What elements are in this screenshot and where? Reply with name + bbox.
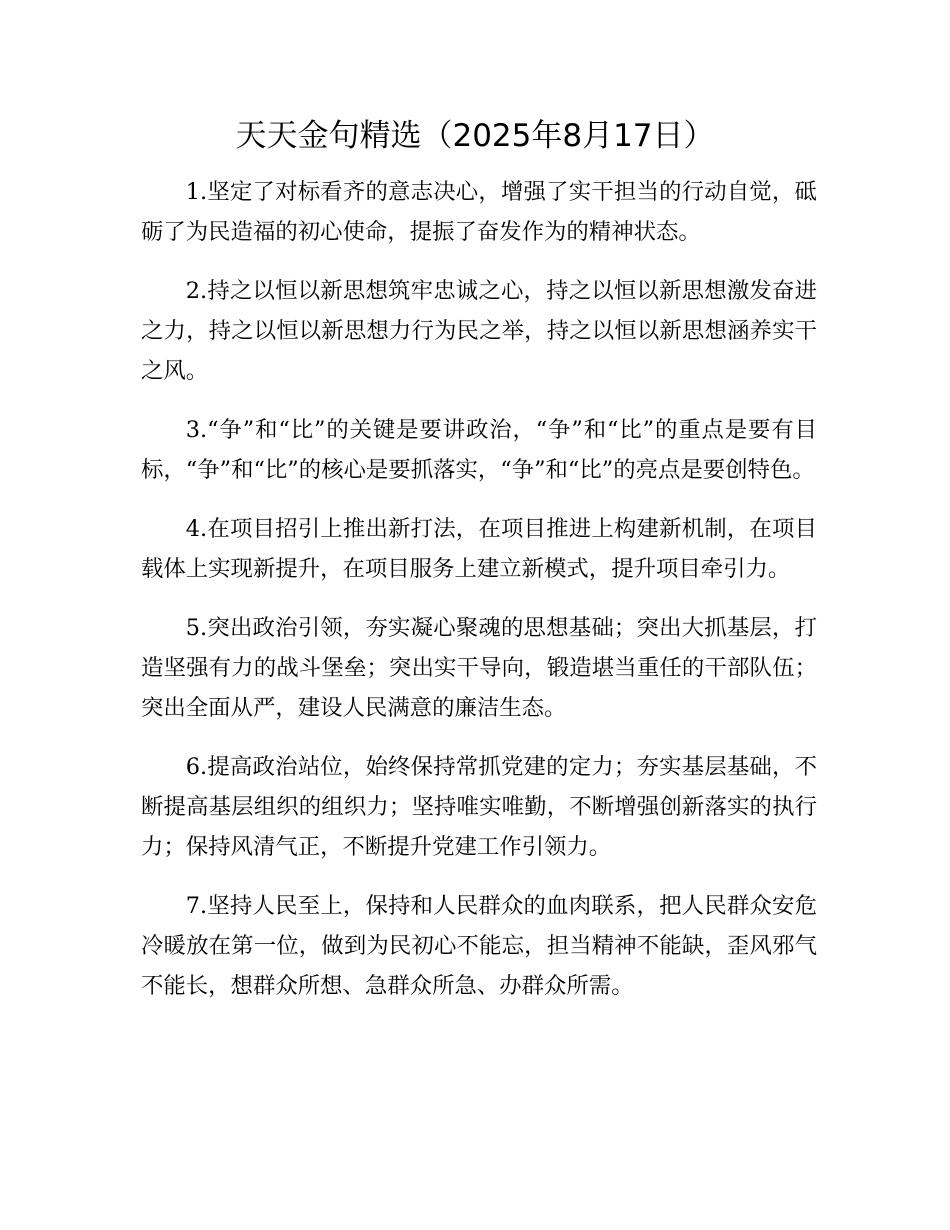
paragraph-3: 3.“争”和“比”的关键是要讲政治，“争”和“比”的重点是要有目标，“争”和“比”的核心是要抓落实，“争”和“比”的亮点是要创特色。 [141, 417, 817, 483]
paragraph-2: 2.持之以恒以新思想筑牢忠诚之心，持之以恒以新思想激发奋进之力，持之以恒以新思想力行为民之举，持之以恒以新思想涵养实干之风。 [141, 278, 817, 384]
paragraph-1: 1.坚定了对标看齐的意志决心，增强了实干担当的行动自觉，砥砺了为民造福的初心使命，提振了奋发作为的精神状态。 [141, 179, 817, 245]
paragraph-4: 4.在项目招引上推出新打法，在项目推进上构建新机制，在项目载体上实现新提升，在项目服务上建立新模式，提升项目牵引力。 [141, 516, 817, 582]
document-body [141, 172, 817, 1025]
paragraph-6: 6.提高政治站位，始终保持常抓党建的定力；夯实基层基础，不断提高基层组织的组织力；坚持唯实唯勤，不断增强创新落实的执行力；保持风清气正，不断提升党建工作引领力。 [141, 754, 817, 860]
document-title: 天天金句精选（2025年8月17日） [235, 118, 715, 154]
paragraph-7: 7.坚持人民至上，保持和人民群众的血肉联系，把人民群众安危冷暖放在第一位，做到为民初心不能忘，担当精神不能缺，歪风邪气不能长，想群众所想、急群众所急、办群众所需。 [141, 893, 817, 999]
paragraph-5: 5.突出政治引领，夯实凝心聚魂的思想基础；突出大抓基层，打造坚强有力的战斗堡垒；突出实干导向，锻造堪当重任的干部队伍；突出全面从严，建设人民满意的廉洁生态。 [141, 615, 817, 721]
